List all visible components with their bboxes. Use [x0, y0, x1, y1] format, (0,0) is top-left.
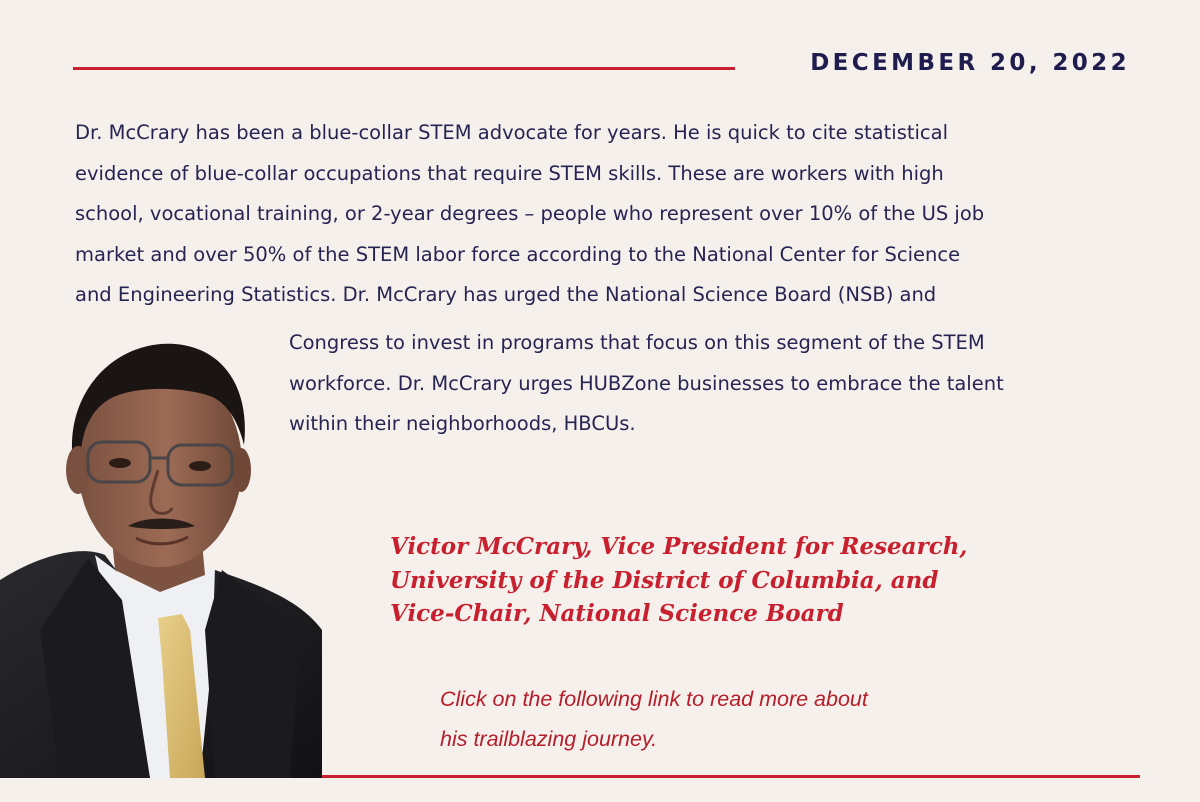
portrait-photo — [0, 330, 322, 778]
publication-date: DECEMBER 20, 2022 — [810, 50, 1130, 76]
paragraph-line: evidence of blue-collar occupations that require STEM skills. These are workers with high — [75, 161, 944, 185]
quote-attribution — [390, 530, 1110, 631]
paragraph-line: Dr. McCrary has been a blue-collar STEM advocate for years. He is quick to cite statistical — [75, 121, 949, 144]
top-divider — [73, 67, 735, 70]
attribution-line: Vice-Chair, National Science Board — [390, 600, 844, 627]
article-paragraph-top — [75, 113, 1155, 316]
paragraph-line: Congress to invest in programs that focus on this segment of the STEM — [289, 331, 985, 354]
read-more-link[interactable] — [440, 679, 1080, 759]
paragraph-line: school, vocational training, or 2-year degrees – people who represent over 10% of the US job — [75, 202, 985, 225]
paragraph-line: workforce. Dr. McCrary urges HUBZone businesses to embrace the talent — [289, 371, 1004, 395]
paragraph-line: within their neighborhoods, HBCUs. — [289, 412, 636, 435]
paragraph-line: and Engineering Statistics. Dr. McCrary has urged the National Science Board (NSB) and — [75, 283, 937, 306]
article-paragraph-side — [289, 323, 1169, 445]
link-line[interactable]: Click on the following link to read more about — [440, 687, 868, 711]
link-line[interactable]: his trailblazing journey. — [440, 727, 658, 751]
bottom-divider — [322, 775, 1140, 778]
attribution-line: Victor McCrary, Vice President for Research, — [390, 533, 968, 560]
paragraph-line: market and over 50% of the STEM labor force according to the National Center for Science — [75, 242, 961, 266]
attribution-line: University of the District of Columbia, and — [390, 566, 939, 594]
